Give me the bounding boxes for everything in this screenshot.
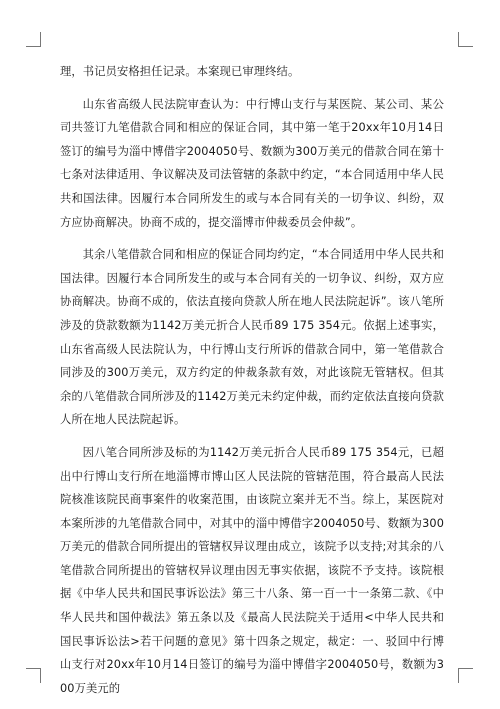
paragraph-2: 山东省高级人民法院审查认为：中行博山支行与某医院、某公司、某公司共签订九笔借款合同和相应的保证合同，其中第一笔于20xx年10月14日签订的编号为淄中博借字2004050号、数额为300万美元的借款合同在第十七条对法律适用、争议解决及司法管辖的条款中约定，“本合同适用中华人民共和国法律。因履行本合同所发生的或与本合同有关的一切争议、纠纷，双方应协商解决。协商不成的，提交淄博市仲裁委员会仲裁”。: [60, 97, 444, 229]
crop-mark-top-right: [458, 32, 473, 47]
document-body: [60, 60, 444, 709]
crop-mark-top-left: [26, 32, 41, 47]
crop-mark-bottom-right: [458, 668, 473, 683]
paragraph-4-wrapper: [60, 441, 444, 701]
crop-mark-bottom-left: [26, 668, 41, 683]
paragraph-4: 因八笔合同所涉及标的为1142万美元折合人民币89 175 354元，已超出中行博山支行所在地淄博市博山区人民法院的管辖范围，符合最高人民法院核准该院民商事案件的收案范围，由该院立案并无不当。综上，某医院对本案所涉的九笔借款合同中，对其中的淄中博借字2004050号、数额为300万美元的借款合同所提出的管辖权异议理由成立，该院予以支持;对其余的八笔借款合同所提出的管辖权异议理由因无事实依据，该院不予支持。该院根据《中华人民共和国民事诉讼法》第三十八条、第一百一十一条第二款、《中华人民共和国仲裁法》第五条以及《最高人民法院关于适用<中华人民共和国民事诉讼法>若干问题的意见》第十四条之规定，裁定：一、驳回中行博山支行对20xx年10月14日签订的编号为淄中博借字2004050号，数额为300万美元的: [60, 445, 444, 695]
paragraph-1: 理，书记员安格担任记录。本案现已审理终结。: [60, 65, 300, 78]
paragraph-3: 其余八笔借款合同和相应的保证合同均约定，“本合同适用中华人民共和国法律。因履行本合同所发生的或与本合同有关的一切争议、纠纷，双方应协商解决。协商不成的，依法直接向贷款人所在地人民法院起诉”。该八笔所涉及的贷款数额为1142万美元折合人民币89 175 354元。依据上述事实，山东省高级人民法院认为，中行博山支行所诉的借款合同中，第一笔借款合同涉及的300万美元，双方约定的仲裁条款有效，对此该院无管辖权。但其余的八笔借款合同所涉及的1142万美元未约定仲裁，而约定依法直接向贷款人所在地人民法院起诉。: [60, 248, 444, 427]
